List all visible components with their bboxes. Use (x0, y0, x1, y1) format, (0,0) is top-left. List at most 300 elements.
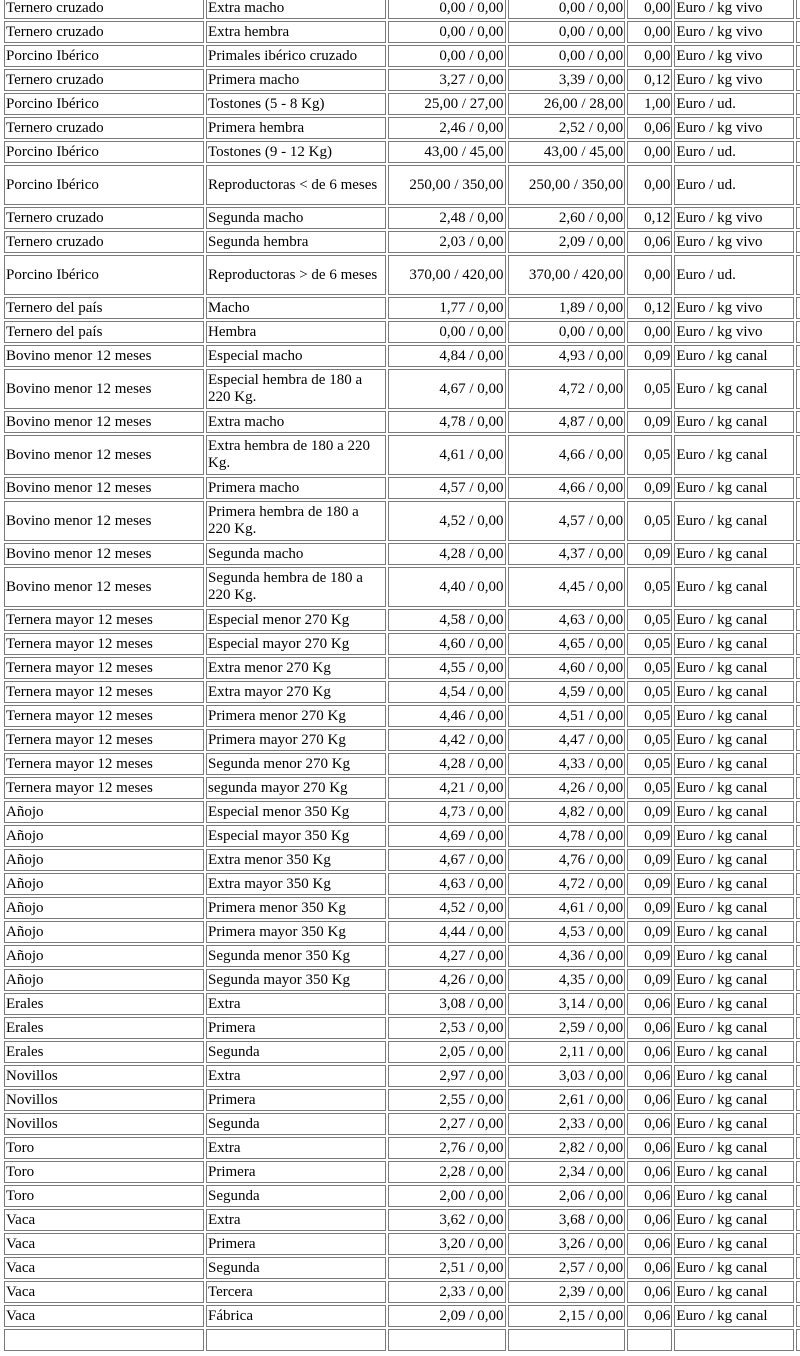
type-cell: Extra (206, 1137, 386, 1159)
table-row (4, 321, 800, 343)
category-cell: Añojo (4, 849, 204, 871)
unit-cell: Euro / kg canal (674, 1305, 794, 1327)
category-cell: Ternero cruzado (4, 117, 204, 139)
trailing-cell (796, 945, 800, 967)
current-price-cell: 4,33 / 0,00 (508, 753, 626, 775)
category-cell: Toro (4, 1137, 204, 1159)
category-cell: Ternero cruzado (4, 69, 204, 91)
category-cell: Vaca (4, 1209, 204, 1231)
type-cell: Tostones (5 - 8 Kg) (206, 93, 386, 115)
current-price-cell: 26,00 / 28,00 (508, 93, 626, 115)
unit-cell: Euro / kg canal (674, 369, 794, 409)
price-table (2, 0, 800, 1353)
table-row (4, 681, 800, 703)
category-cell: Ternero del país (4, 297, 204, 319)
type-cell: Primera (206, 1089, 386, 1111)
table-row (4, 777, 800, 799)
difference-cell: 0,06 (627, 1017, 672, 1039)
previous-price-cell: 2,97 / 0,00 (388, 1065, 506, 1087)
trailing-cell (796, 801, 800, 823)
category-cell: Ternera mayor 12 meses (4, 777, 204, 799)
table-row (4, 501, 800, 541)
unit-cell: Euro / kg canal (674, 657, 794, 679)
difference-cell: 0,06 (627, 1113, 672, 1135)
type-cell: Macho (206, 297, 386, 319)
current-price-cell: 1,89 / 0,00 (508, 297, 626, 319)
trailing-cell (796, 141, 800, 163)
price-table-body (4, 0, 800, 1351)
previous-price-cell: 0,00 / 0,00 (388, 0, 506, 19)
table-row (4, 921, 800, 943)
difference-cell: 0,09 (627, 801, 672, 823)
category-cell: Vaca (4, 1257, 204, 1279)
type-cell: Extra menor 350 Kg (206, 849, 386, 871)
unit-cell: Euro / kg canal (674, 1257, 794, 1279)
current-price-cell: 4,51 / 0,00 (508, 705, 626, 727)
unit-cell: Euro / kg canal (674, 945, 794, 967)
type-cell: Extra (206, 993, 386, 1015)
category-cell: Añojo (4, 825, 204, 847)
category-cell: Ternero cruzado (4, 0, 204, 19)
category-cell: Bovino menor 12 meses (4, 543, 204, 565)
unit-cell: Euro / kg canal (674, 567, 794, 607)
unit-cell: Euro / kg canal (674, 609, 794, 631)
type-cell (206, 1329, 386, 1351)
unit-cell: Euro / kg canal (674, 753, 794, 775)
table-row (4, 0, 800, 19)
current-price-cell: 0,00 / 0,00 (508, 321, 626, 343)
table-row (4, 873, 800, 895)
trailing-cell (796, 165, 800, 205)
unit-cell: Euro / kg canal (674, 435, 794, 475)
current-price-cell: 0,00 / 0,00 (508, 21, 626, 43)
difference-cell: 0,05 (627, 777, 672, 799)
unit-cell: Euro / kg canal (674, 897, 794, 919)
difference-cell: 0,05 (627, 633, 672, 655)
previous-price-cell: 3,08 / 0,00 (388, 993, 506, 1015)
difference-cell: 0,06 (627, 1065, 672, 1087)
table-row (4, 165, 800, 205)
difference-cell: 0,00 (627, 321, 672, 343)
type-cell: Segunda (206, 1257, 386, 1279)
category-cell: Añojo (4, 921, 204, 943)
current-price-cell: 4,37 / 0,00 (508, 543, 626, 565)
difference-cell: 0,05 (627, 369, 672, 409)
trailing-cell (796, 321, 800, 343)
unit-cell: Euro / kg canal (674, 477, 794, 499)
type-cell: Especial hembra de 180 a 220 Kg. (206, 369, 386, 409)
category-cell: Toro (4, 1185, 204, 1207)
category-cell: Añojo (4, 969, 204, 991)
unit-cell: Euro / kg vivo (674, 21, 794, 43)
previous-price-cell: 4,57 / 0,00 (388, 477, 506, 499)
table-row (4, 567, 800, 607)
difference-cell: 0,05 (627, 705, 672, 727)
type-cell: Primera (206, 1017, 386, 1039)
table-row (4, 993, 800, 1015)
unit-cell: Euro / kg vivo (674, 231, 794, 253)
category-cell: Porcino Ibérico (4, 141, 204, 163)
table-row (4, 1233, 800, 1255)
table-row (4, 1089, 800, 1111)
unit-cell: Euro / kg canal (674, 969, 794, 991)
category-cell: Erales (4, 993, 204, 1015)
current-price-cell: 3,39 / 0,00 (508, 69, 626, 91)
current-price-cell: 4,26 / 0,00 (508, 777, 626, 799)
difference-cell: 0,00 (627, 255, 672, 295)
current-price-cell: 2,52 / 0,00 (508, 117, 626, 139)
table-row (4, 1185, 800, 1207)
difference-cell: 0,09 (627, 345, 672, 367)
category-cell: Bovino menor 12 meses (4, 369, 204, 409)
table-row (4, 21, 800, 43)
previous-price-cell: 4,26 / 0,00 (388, 969, 506, 991)
table-row (4, 45, 800, 67)
type-cell: Especial mayor 270 Kg (206, 633, 386, 655)
unit-cell: Euro / kg vivo (674, 321, 794, 343)
table-row (4, 705, 800, 727)
current-price-cell: 0,00 / 0,00 (508, 45, 626, 67)
table-row (4, 141, 800, 163)
unit-cell (674, 1329, 794, 1351)
type-cell: Segunda macho (206, 543, 386, 565)
type-cell: Primera macho (206, 69, 386, 91)
unit-cell: Euro / ud. (674, 93, 794, 115)
category-cell: Ternera mayor 12 meses (4, 753, 204, 775)
unit-cell: Euro / kg canal (674, 1089, 794, 1111)
unit-cell: Euro / kg canal (674, 801, 794, 823)
previous-price-cell: 4,67 / 0,00 (388, 849, 506, 871)
current-price-cell: 4,72 / 0,00 (508, 873, 626, 895)
category-cell: Ternera mayor 12 meses (4, 633, 204, 655)
difference-cell: 0,05 (627, 501, 672, 541)
trailing-cell (796, 1041, 800, 1063)
previous-price-cell: 4,52 / 0,00 (388, 501, 506, 541)
type-cell: Tercera (206, 1281, 386, 1303)
trailing-cell (796, 501, 800, 541)
previous-price-cell: 4,27 / 0,00 (388, 945, 506, 967)
unit-cell: Euro / kg canal (674, 825, 794, 847)
category-cell: Añojo (4, 801, 204, 823)
trailing-cell (796, 1113, 800, 1135)
trailing-cell (796, 1305, 800, 1327)
previous-price-cell: 1,77 / 0,00 (388, 297, 506, 319)
previous-price-cell: 4,42 / 0,00 (388, 729, 506, 751)
current-price-cell: 2,57 / 0,00 (508, 1257, 626, 1279)
trailing-cell (796, 411, 800, 433)
type-cell: Segunda hembra (206, 231, 386, 253)
unit-cell: Euro / kg canal (674, 501, 794, 541)
current-price-cell: 2,61 / 0,00 (508, 1089, 626, 1111)
previous-price-cell: 0,00 / 0,00 (388, 321, 506, 343)
current-price-cell: 4,47 / 0,00 (508, 729, 626, 751)
trailing-cell (796, 849, 800, 871)
type-cell: Primales ibérico cruzado (206, 45, 386, 67)
unit-cell: Euro / kg vivo (674, 45, 794, 67)
current-price-cell: 4,72 / 0,00 (508, 369, 626, 409)
current-price-cell: 3,03 / 0,00 (508, 1065, 626, 1087)
previous-price-cell: 250,00 / 350,00 (388, 165, 506, 205)
unit-cell: Euro / kg canal (674, 777, 794, 799)
category-cell: Ternera mayor 12 meses (4, 729, 204, 751)
current-price-cell: 4,66 / 0,00 (508, 435, 626, 475)
trailing-cell (796, 657, 800, 679)
current-price-cell: 4,59 / 0,00 (508, 681, 626, 703)
current-price-cell: 4,57 / 0,00 (508, 501, 626, 541)
category-cell: Ternero del país (4, 321, 204, 343)
unit-cell: Euro / kg canal (674, 345, 794, 367)
difference-cell: 0,06 (627, 231, 672, 253)
category-cell: Porcino Ibérico (4, 93, 204, 115)
category-cell: Novillos (4, 1065, 204, 1087)
trailing-cell (796, 567, 800, 607)
difference-cell: 0,06 (627, 1233, 672, 1255)
difference-cell: 0,05 (627, 681, 672, 703)
unit-cell: Euro / kg canal (674, 411, 794, 433)
category-cell: Porcino Ibérico (4, 45, 204, 67)
table-row (4, 69, 800, 91)
type-cell: Especial macho (206, 345, 386, 367)
difference-cell: 0,09 (627, 921, 672, 943)
type-cell: Especial mayor 350 Kg (206, 825, 386, 847)
difference-cell: 0,00 (627, 21, 672, 43)
difference-cell: 0,09 (627, 849, 672, 871)
trailing-cell (796, 825, 800, 847)
type-cell: Extra mayor 350 Kg (206, 873, 386, 895)
difference-cell: 0,06 (627, 1281, 672, 1303)
current-price-cell: 370,00 / 420,00 (508, 255, 626, 295)
trailing-cell (796, 207, 800, 229)
current-price-cell: 2,34 / 0,00 (508, 1161, 626, 1183)
difference-cell: 0,12 (627, 69, 672, 91)
difference-cell: 0,12 (627, 297, 672, 319)
current-price-cell: 4,61 / 0,00 (508, 897, 626, 919)
trailing-cell (796, 69, 800, 91)
table-row (4, 633, 800, 655)
unit-cell: Euro / kg canal (674, 1041, 794, 1063)
trailing-cell (796, 21, 800, 43)
difference-cell: 0,05 (627, 729, 672, 751)
previous-price-cell: 4,54 / 0,00 (388, 681, 506, 703)
trailing-cell (796, 681, 800, 703)
category-cell: Bovino menor 12 meses (4, 345, 204, 367)
previous-price-cell: 370,00 / 420,00 (388, 255, 506, 295)
category-cell: Porcino Ibérico (4, 165, 204, 205)
table-row (4, 849, 800, 871)
unit-cell: Euro / kg canal (674, 705, 794, 727)
category-cell: Añojo (4, 945, 204, 967)
current-price-cell: 2,11 / 0,00 (508, 1041, 626, 1063)
table-row (4, 801, 800, 823)
previous-price-cell: 4,84 / 0,00 (388, 345, 506, 367)
previous-price-cell: 2,05 / 0,00 (388, 1041, 506, 1063)
difference-cell: 0,06 (627, 117, 672, 139)
category-cell: Bovino menor 12 meses (4, 411, 204, 433)
difference-cell: 0,06 (627, 1185, 672, 1207)
table-row (4, 1065, 800, 1087)
category-cell (4, 1329, 204, 1351)
previous-price-cell: 4,63 / 0,00 (388, 873, 506, 895)
table-row (4, 477, 800, 499)
current-price-cell: 3,14 / 0,00 (508, 993, 626, 1015)
trailing-cell (796, 93, 800, 115)
current-price-cell: 2,09 / 0,00 (508, 231, 626, 253)
difference-cell: 0,09 (627, 945, 672, 967)
previous-price-cell: 2,46 / 0,00 (388, 117, 506, 139)
unit-cell: Euro / kg canal (674, 1065, 794, 1087)
current-price-cell: 4,45 / 0,00 (508, 567, 626, 607)
type-cell: Primera mayor 350 Kg (206, 921, 386, 943)
trailing-cell (796, 1257, 800, 1279)
type-cell: Primera hembra de 180 a 220 Kg. (206, 501, 386, 541)
current-price-cell: 4,93 / 0,00 (508, 345, 626, 367)
unit-cell: Euro / kg vivo (674, 297, 794, 319)
previous-price-cell: 4,73 / 0,00 (388, 801, 506, 823)
type-cell: Reproductoras < de 6 meses (206, 165, 386, 205)
current-price-cell: 43,00 / 45,00 (508, 141, 626, 163)
trailing-cell (796, 435, 800, 475)
trailing-cell (796, 477, 800, 499)
unit-cell: Euro / kg vivo (674, 117, 794, 139)
type-cell: Segunda (206, 1113, 386, 1135)
trailing-cell (796, 1209, 800, 1231)
table-row (4, 231, 800, 253)
previous-price-cell: 4,21 / 0,00 (388, 777, 506, 799)
current-price-cell: 4,35 / 0,00 (508, 969, 626, 991)
type-cell: Segunda macho (206, 207, 386, 229)
previous-price-cell: 4,28 / 0,00 (388, 753, 506, 775)
unit-cell: Euro / kg canal (674, 1137, 794, 1159)
previous-price-cell: 4,69 / 0,00 (388, 825, 506, 847)
current-price-cell: 2,82 / 0,00 (508, 1137, 626, 1159)
type-cell: Primera (206, 1233, 386, 1255)
unit-cell: Euro / kg canal (674, 729, 794, 751)
trailing-cell (796, 0, 800, 19)
previous-price-cell: 2,76 / 0,00 (388, 1137, 506, 1159)
trailing-cell (796, 753, 800, 775)
category-cell: Erales (4, 1041, 204, 1063)
current-price-cell: 4,63 / 0,00 (508, 609, 626, 631)
table-row (4, 897, 800, 919)
unit-cell: Euro / kg canal (674, 543, 794, 565)
table-row (4, 543, 800, 565)
unit-cell: Euro / kg canal (674, 1233, 794, 1255)
difference-cell: 0,05 (627, 753, 672, 775)
previous-price-cell: 4,58 / 0,00 (388, 609, 506, 631)
category-cell: Ternero cruzado (4, 21, 204, 43)
table-row (4, 1137, 800, 1159)
trailing-cell (796, 1185, 800, 1207)
type-cell: Fábrica (206, 1305, 386, 1327)
table-row (4, 93, 800, 115)
unit-cell: Euro / kg canal (674, 921, 794, 943)
type-cell: Segunda menor 270 Kg (206, 753, 386, 775)
category-cell: Añojo (4, 897, 204, 919)
category-cell: Bovino menor 12 meses (4, 501, 204, 541)
difference-cell: 0,09 (627, 969, 672, 991)
type-cell: segunda mayor 270 Kg (206, 777, 386, 799)
unit-cell: Euro / kg canal (674, 1113, 794, 1135)
unit-cell: Euro / kg canal (674, 633, 794, 655)
previous-price-cell: 3,20 / 0,00 (388, 1233, 506, 1255)
trailing-cell (796, 345, 800, 367)
table-row (4, 1257, 800, 1279)
current-price-cell (508, 1329, 626, 1351)
difference-cell: 0,06 (627, 1041, 672, 1063)
difference-cell: 0,06 (627, 1137, 672, 1159)
current-price-cell: 2,06 / 0,00 (508, 1185, 626, 1207)
previous-price-cell: 2,09 / 0,00 (388, 1305, 506, 1327)
category-cell: Vaca (4, 1233, 204, 1255)
type-cell: Extra (206, 1065, 386, 1087)
trailing-cell (796, 543, 800, 565)
table-row (4, 1017, 800, 1039)
difference-cell: 0,05 (627, 435, 672, 475)
type-cell: Hembra (206, 321, 386, 343)
trailing-cell (796, 1329, 800, 1351)
table-row (4, 609, 800, 631)
table-row (4, 1161, 800, 1183)
table-row (4, 657, 800, 679)
trailing-cell (796, 633, 800, 655)
category-cell: Vaca (4, 1281, 204, 1303)
previous-price-cell: 4,67 / 0,00 (388, 369, 506, 409)
difference-cell: 0,06 (627, 1305, 672, 1327)
type-cell: Tostones (9 - 12 Kg) (206, 141, 386, 163)
table-row (4, 1305, 800, 1327)
trailing-cell (796, 921, 800, 943)
category-cell: Ternero cruzado (4, 207, 204, 229)
category-cell: Ternero cruzado (4, 231, 204, 253)
previous-price-cell: 2,28 / 0,00 (388, 1161, 506, 1183)
type-cell: Primera mayor 270 Kg (206, 729, 386, 751)
trailing-cell (796, 1017, 800, 1039)
previous-price-cell: 2,48 / 0,00 (388, 207, 506, 229)
table-row (4, 207, 800, 229)
table-row (4, 1209, 800, 1231)
previous-price-cell: 2,27 / 0,00 (388, 1113, 506, 1135)
trailing-cell (796, 873, 800, 895)
difference-cell: 0,09 (627, 873, 672, 895)
table-row (4, 1329, 800, 1351)
current-price-cell: 2,33 / 0,00 (508, 1113, 626, 1135)
table-row (4, 345, 800, 367)
difference-cell (627, 1329, 672, 1351)
trailing-cell (796, 969, 800, 991)
type-cell: Reproductoras > de 6 meses (206, 255, 386, 295)
type-cell: Extra menor 270 Kg (206, 657, 386, 679)
unit-cell: Euro / kg vivo (674, 69, 794, 91)
category-cell: Ternera mayor 12 meses (4, 681, 204, 703)
type-cell: Extra (206, 1209, 386, 1231)
current-price-cell: 4,87 / 0,00 (508, 411, 626, 433)
difference-cell: 0,09 (627, 543, 672, 565)
type-cell: Primera hembra (206, 117, 386, 139)
type-cell: Segunda (206, 1185, 386, 1207)
type-cell: Extra macho (206, 0, 386, 19)
type-cell: Primera menor 350 Kg (206, 897, 386, 919)
previous-price-cell: 2,33 / 0,00 (388, 1281, 506, 1303)
previous-price-cell: 0,00 / 0,00 (388, 45, 506, 67)
category-cell: Erales (4, 1017, 204, 1039)
type-cell: Primera menor 270 Kg (206, 705, 386, 727)
unit-cell: Euro / kg canal (674, 1209, 794, 1231)
previous-price-cell: 2,00 / 0,00 (388, 1185, 506, 1207)
previous-price-cell: 2,55 / 0,00 (388, 1089, 506, 1111)
trailing-cell (796, 1233, 800, 1255)
difference-cell: 0,09 (627, 825, 672, 847)
current-price-cell: 4,76 / 0,00 (508, 849, 626, 871)
